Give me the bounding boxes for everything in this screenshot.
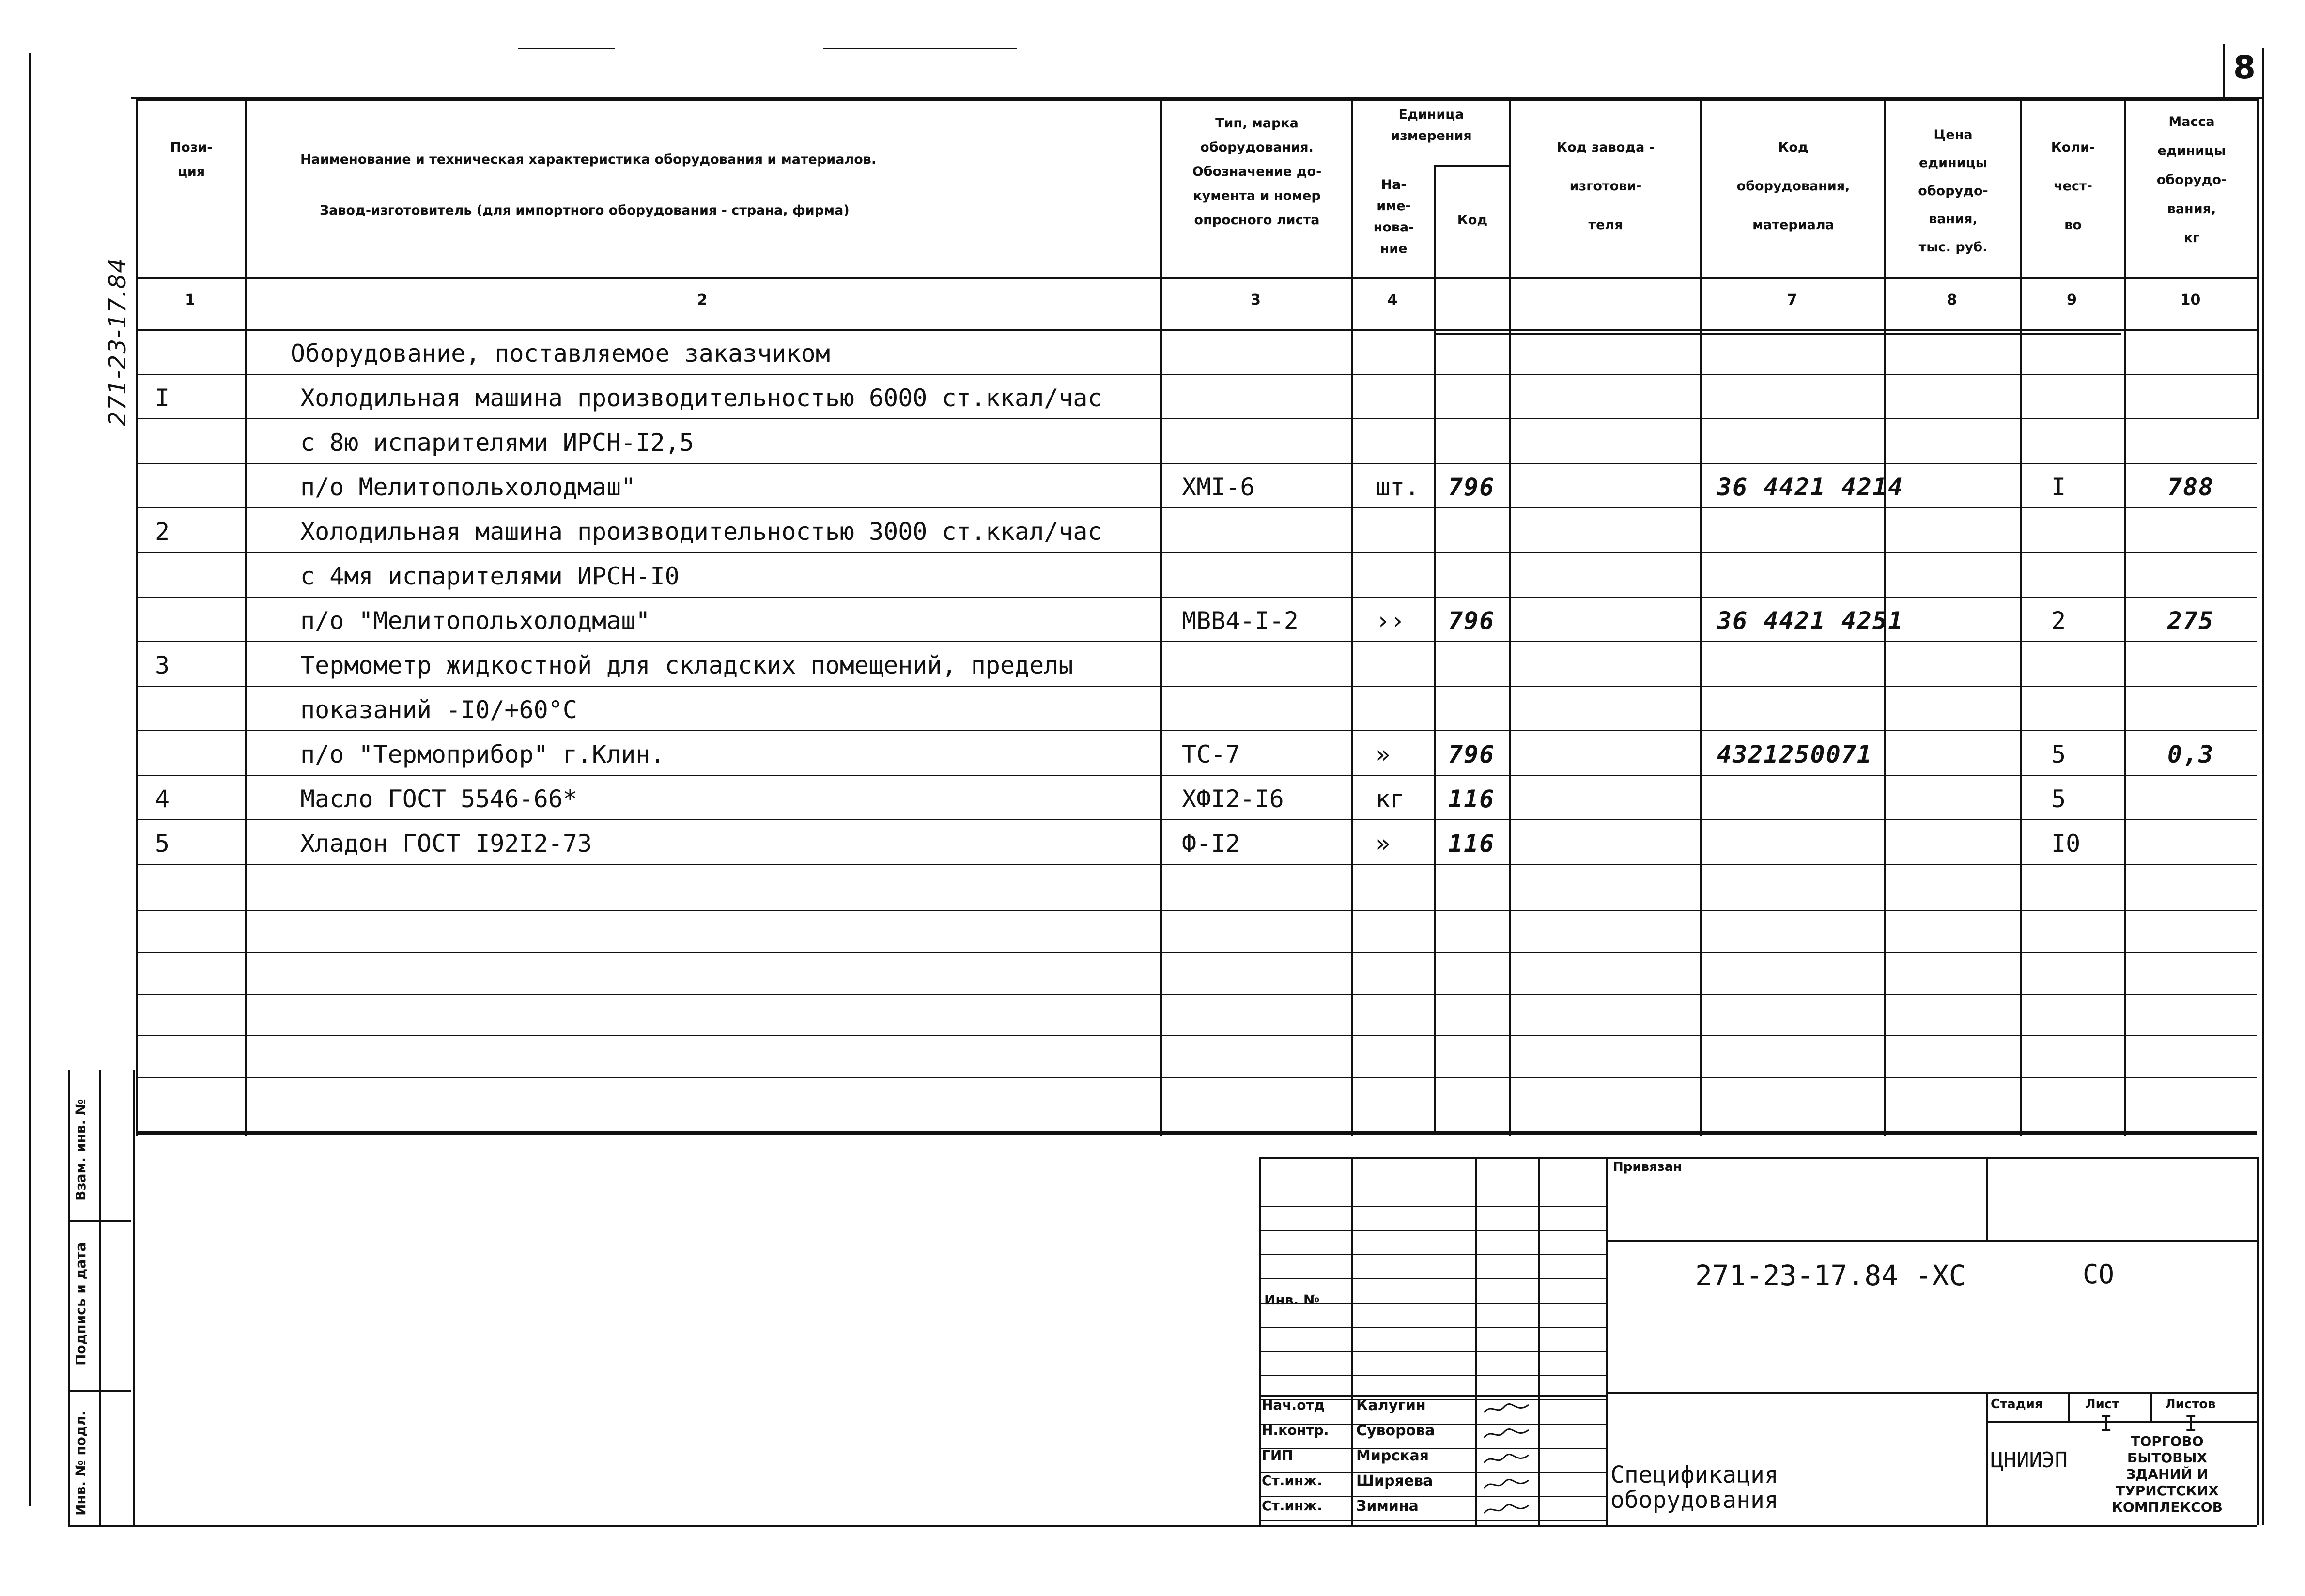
header-type: Тип, марка оборудования. Обозначение до- кумента и номер опросного листа <box>1192 116 1322 228</box>
header-mass: Масса единицы оборудо- вания, кг <box>2156 114 2227 246</box>
signer-name: Калугин <box>1356 1397 1426 1414</box>
signature-mark <box>1482 1452 1531 1467</box>
project-name: ТОРГОВО БЫТОВЫХ ЗДАНИЙ И ТУРИСТСКИХ КОМПЛЕКСОВ <box>2112 1433 2223 1515</box>
row-unit: ›› <box>1376 607 1405 635</box>
row-type: ХМI-6 <box>1182 473 1255 501</box>
row-name: Масло ГОСТ 5546-66* <box>300 785 577 813</box>
signer-name: Суворова <box>1356 1422 1435 1439</box>
row-type: Ф-I2 <box>1182 829 1240 858</box>
row-unit: » <box>1376 829 1391 858</box>
col-number-2: 2 <box>697 292 708 308</box>
sheet-value: I <box>2100 1412 2113 1436</box>
sheet-label: Лист <box>2085 1397 2119 1412</box>
header-position: Пози- ция <box>170 140 213 179</box>
header-unit-name: На- име- нова- ние <box>1373 177 1414 256</box>
row-quantity: I0 <box>2051 829 2081 858</box>
signer-role: Ст.инж. <box>1262 1498 1322 1514</box>
row-equipment-code: 36 4421 4251 <box>1717 607 1904 635</box>
header-price: Цена единицы оборудо- вания, тыс. руб. <box>1918 127 1988 255</box>
sheet-number: 8 <box>2233 49 2256 86</box>
col-number-9: 9 <box>2067 292 2077 308</box>
sheet-number-box <box>2223 44 2264 99</box>
signer-role: ГИП <box>1262 1447 1293 1463</box>
header-unit-code: Код <box>1457 213 1488 228</box>
row-quantity: 2 <box>2051 607 2066 635</box>
header-quantity: Коли- чест- во <box>2051 140 2095 232</box>
signature-mark <box>1482 1503 1531 1517</box>
row-quantity: 5 <box>2051 740 2066 768</box>
side-label-replaced-inventory: Взам. инв. № <box>73 1099 89 1201</box>
row-name: с 4мя испарителями ИРСН-I0 <box>300 562 680 590</box>
row-type: ТС-7 <box>1182 740 1240 768</box>
row-position: I <box>155 384 170 412</box>
row-name: Оборудование, поставляемое заказчиком <box>291 339 830 368</box>
row-unit: » <box>1376 740 1391 768</box>
row-mass: 0,3 <box>2167 740 2214 768</box>
signer-name: Зимина <box>1356 1498 1419 1515</box>
header-factory-code: Код завода - изготови- теля <box>1557 140 1655 232</box>
row-type: МВВ4-I-2 <box>1182 607 1299 635</box>
col-number-8: 8 <box>1947 292 1957 308</box>
side-label-signature-date: Подпись и дата <box>73 1242 89 1366</box>
row-type: ХФI2-I6 <box>1182 785 1284 813</box>
row-unit: кг <box>1376 785 1405 813</box>
inventory-label: Инв. № <box>1264 1292 1320 1308</box>
row-unit-code: 116 <box>1448 829 1495 858</box>
row-quantity: 5 <box>2051 785 2066 813</box>
signature-mark <box>1482 1427 1531 1442</box>
col-number-3: 3 <box>1251 292 1261 308</box>
stamp-title: Спецификация оборудования <box>1610 1461 1779 1514</box>
row-name: п/о Мелитопольхолодмаш" <box>300 473 636 501</box>
row-name: Холодильная машина производительностью 6000 ст.ккал/час <box>300 384 1102 412</box>
row-name: с 8ю испарителями ИРСН-I2,5 <box>300 429 694 457</box>
signer-role: Ст.инж. <box>1262 1473 1322 1489</box>
row-quantity: I <box>2051 473 2066 501</box>
col-number-7: 7 <box>1787 292 1797 308</box>
row-position: 5 <box>155 829 170 858</box>
row-unit-code: 116 <box>1448 785 1495 813</box>
attached-label: Привязан <box>1613 1160 1682 1174</box>
row-unit-code: 796 <box>1448 740 1495 768</box>
stage-label: Стадия <box>1991 1397 2043 1412</box>
header-unit-group: Единица измерения <box>1391 107 1472 143</box>
signer-role: Нач.отд <box>1262 1397 1325 1413</box>
row-name: п/о "Мелитопольхолодмаш" <box>300 607 650 635</box>
row-position: 3 <box>155 651 170 679</box>
header-name-line2: Завод-изготовитель (для импортного оборудования - страна, фирма) <box>320 203 850 218</box>
signature-mark <box>1482 1477 1531 1492</box>
row-mass: 275 <box>2167 607 2214 635</box>
row-name: Холодильная машина производительностью 3000 ст.ккал/час <box>300 518 1102 546</box>
row-equipment-code: 4321250071 <box>1717 740 1873 768</box>
row-position: 4 <box>155 785 170 813</box>
signature-mark <box>1482 1402 1531 1416</box>
row-name: Термометр жидкостной для складских помещений, пределы <box>300 651 1073 679</box>
stamp-document-code: 271-23-17.84 -ХС <box>1695 1259 1966 1292</box>
row-unit: шт. <box>1376 473 1420 501</box>
signer-role: Н.контр. <box>1262 1422 1329 1438</box>
row-name: п/о "Термоприбор" г.Клин. <box>300 740 665 768</box>
organization: ЦНИИЭП <box>1991 1448 2068 1473</box>
row-unit-code: 796 <box>1448 473 1495 501</box>
row-equipment-code: 36 4421 4214 <box>1717 473 1904 501</box>
side-label-original-inventory: Инв. № подл. <box>73 1411 89 1516</box>
row-name: показаний -I0/+60°C <box>300 696 577 724</box>
col-number-4: 4 <box>1387 292 1398 308</box>
col-number-1: 1 <box>185 292 195 308</box>
row-unit-code: 796 <box>1448 607 1495 635</box>
header-equipment-code: Код оборудования, материала <box>1736 140 1850 232</box>
sheets-label: Листов <box>2165 1397 2216 1412</box>
signer-name: Мирская <box>1356 1447 1429 1464</box>
row-name: Хладон ГОСТ I92I2-73 <box>300 829 592 858</box>
stamp-document-mark: СО <box>2083 1259 2115 1289</box>
signer-name: Ширяева <box>1356 1473 1433 1489</box>
sheets-value: I <box>2184 1412 2197 1436</box>
header-name-line1: Наименование и техническая характеристика оборудования и материалов. <box>300 152 877 167</box>
col-number-10: 10 <box>2180 292 2201 308</box>
row-position: 2 <box>155 518 170 546</box>
side-document-code: 271-23-17.84 <box>104 257 131 426</box>
row-mass: 788 <box>2167 473 2214 501</box>
